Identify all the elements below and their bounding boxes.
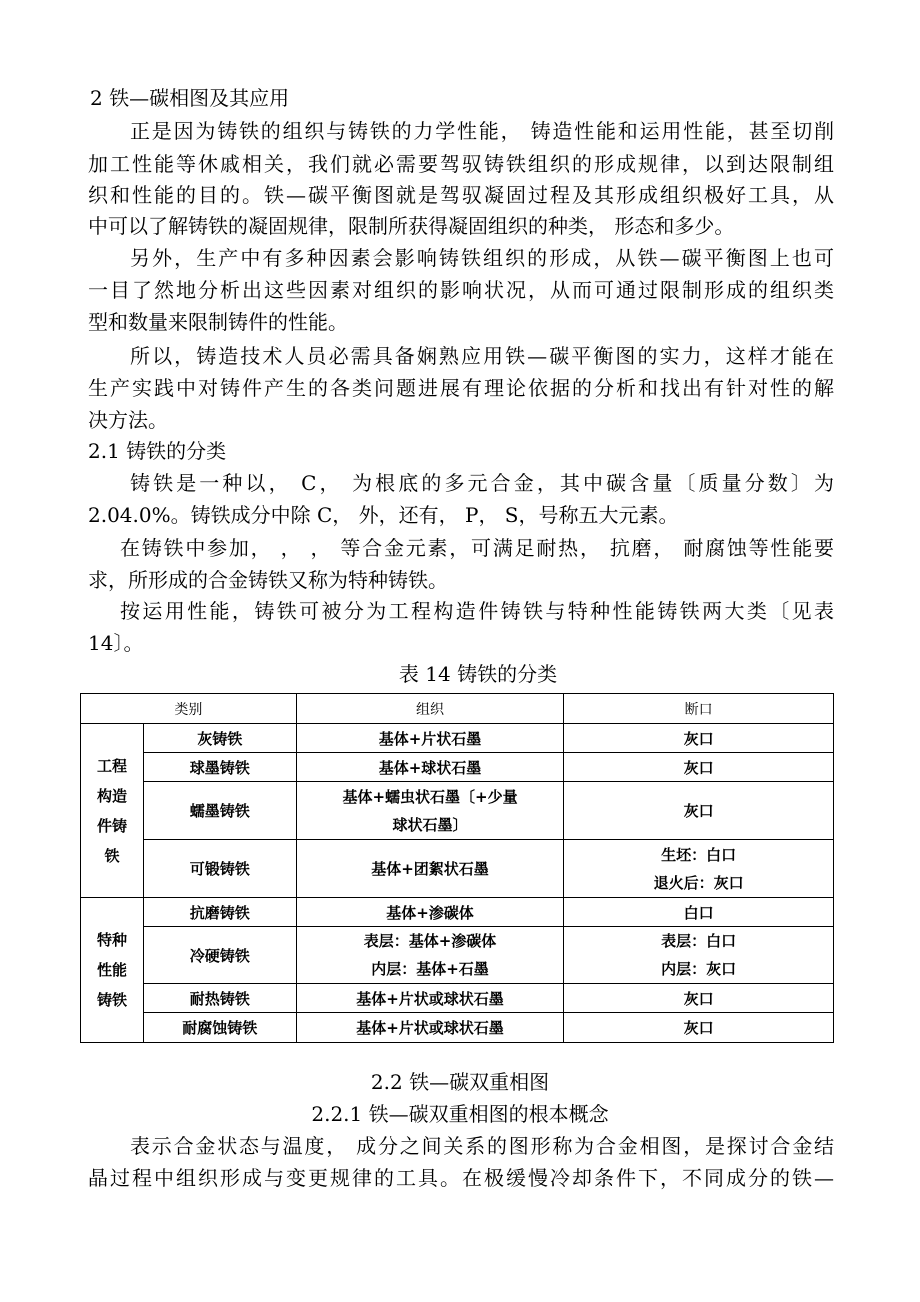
paragraph-line: 一目了然地分析出这些因素对组织的影响状况，从而可通过限制形成的组织类 — [88, 278, 834, 302]
row-structure: 基体+片状或球状石墨 — [296, 1013, 564, 1043]
row-fracture: 生坯：白口 退火后：灰口 — [564, 840, 834, 898]
row-name: 冷硬铸铁 — [143, 927, 296, 984]
paragraph-line: 在铸铁中参加， ， ， 等合金元素，可满足耐热， 抗磨， 耐腐蚀等性能要 — [120, 536, 834, 560]
header-category: 类别 — [81, 694, 297, 724]
subsection-heading: 2.2.1 铁—碳双重相图的根本概念 — [311, 1102, 609, 1126]
row-name: 耐腐蚀铸铁 — [143, 1013, 296, 1043]
paragraph-line: 织和性能的目的。铁—碳平衡图就是驾驭凝固过程及其形成组织极好工具，从 — [88, 183, 834, 207]
paragraph-line: 型和数量来限制铸件的性能。 — [88, 310, 348, 334]
paragraph-line: 所以，铸造技术人员必需具备娴熟应用铁—碳平衡图的实力，这样才能在 — [130, 344, 834, 368]
row-fracture: 灰口 — [564, 1013, 834, 1043]
row-structure: 基体+蠕虫状石墨〔+少量 球状石墨〕 — [296, 782, 564, 840]
row-fracture: 表层：白口 内层：灰口 — [564, 927, 834, 984]
group-label-special: 特种 性能 铸铁 — [81, 898, 144, 1043]
paragraph-line: 中可以了解铸铁的凝固规律，限制所获得凝固组织的种类， 形态和多少。 — [88, 214, 735, 238]
table-row — [81, 927, 834, 984]
table-row — [81, 753, 834, 782]
section-heading: 2.2 铁—碳双重相图 — [370, 1070, 550, 1094]
table-row — [81, 724, 834, 753]
row-name: 蠕墨铸铁 — [143, 782, 296, 840]
row-structure: 基体+片状或球状石墨 — [296, 984, 564, 1013]
paragraph-line: 14〕。 — [88, 631, 144, 655]
row-fracture: 灰口 — [564, 724, 834, 753]
table-row — [81, 782, 834, 840]
cast-iron-classification-table — [80, 693, 834, 1043]
table-row — [81, 1013, 834, 1043]
header-fracture: 断口 — [564, 694, 834, 724]
row-name: 可锻铸铁 — [143, 840, 296, 898]
row-structure: 基体+团絮状石墨 — [296, 840, 564, 898]
table-row — [81, 984, 834, 1013]
table-row — [81, 840, 834, 898]
row-name: 耐热铸铁 — [143, 984, 296, 1013]
paragraph-line: 按运用性能，铸铁可被分为工程构造件铸铁与特种性能铸铁两大类〔见表 — [120, 599, 834, 623]
row-name: 灰铸铁 — [143, 724, 296, 753]
paragraph-line: 铸铁是一种以， C， 为根底的多元合金，其中碳含量〔质量分数〕为 — [130, 471, 834, 495]
header-structure: 组织 — [296, 694, 564, 724]
paragraph-line: 求，所形成的合金铸铁又称为特种铸铁。 — [88, 568, 448, 592]
row-fracture: 白口 — [564, 898, 834, 927]
paragraph-line: 另外，生产中有多种因素会影响铸铁组织的形成，从铁—碳平衡图上也可 — [130, 246, 834, 270]
section-heading: 2.1 铸铁的分类 — [88, 439, 227, 463]
section-heading: 2 铁—碳相图及其应用 — [90, 86, 290, 110]
row-structure: 基体+渗碳体 — [296, 898, 564, 927]
row-structure: 基体+球状石墨 — [296, 753, 564, 782]
row-fracture: 灰口 — [564, 984, 834, 1013]
paragraph-line: 晶过程中组织形成与变更规律的工具。在极缓慢冷却条件下，不同成分的铁— — [88, 1166, 834, 1190]
row-structure: 基体+片状石墨 — [296, 724, 564, 753]
row-fracture: 灰口 — [564, 782, 834, 840]
row-name: 抗磨铸铁 — [143, 898, 296, 927]
paragraph-line: 表示合金状态与温度， 成分之间关系的图形称为合金相图，是探讨合金结 — [130, 1134, 834, 1158]
table-header-row — [81, 694, 834, 724]
paragraph-line: 正是因为铸铁的组织与铸铁的力学性能， 铸造性能和运用性能，甚至切削 — [130, 119, 834, 143]
group-label-engineering: 工程 构造 件铸 铁 — [81, 724, 144, 898]
paragraph-line: 生产实践中对铸件产生的各类问题进展有理论依据的分析和找出有针对性的解 — [88, 376, 834, 400]
row-name: 球墨铸铁 — [143, 753, 296, 782]
paragraph-line: 决方法。 — [88, 408, 168, 432]
row-structure: 表层：基体+渗碳体 内层：基体+石墨 — [296, 927, 564, 984]
row-fracture: 灰口 — [564, 753, 834, 782]
paragraph-line: 2.04.0%。铸铁成分中除 C， 外，还有， P， S，号称五大元素。 — [88, 503, 679, 527]
table-caption: 表 14 铸铁的分类 — [398, 662, 558, 686]
paragraph-line: 加工性能等休戚相关，我们就必需要驾驭铸铁组织的形成规律，以到达限制组 — [88, 152, 834, 176]
table-row — [81, 898, 834, 927]
